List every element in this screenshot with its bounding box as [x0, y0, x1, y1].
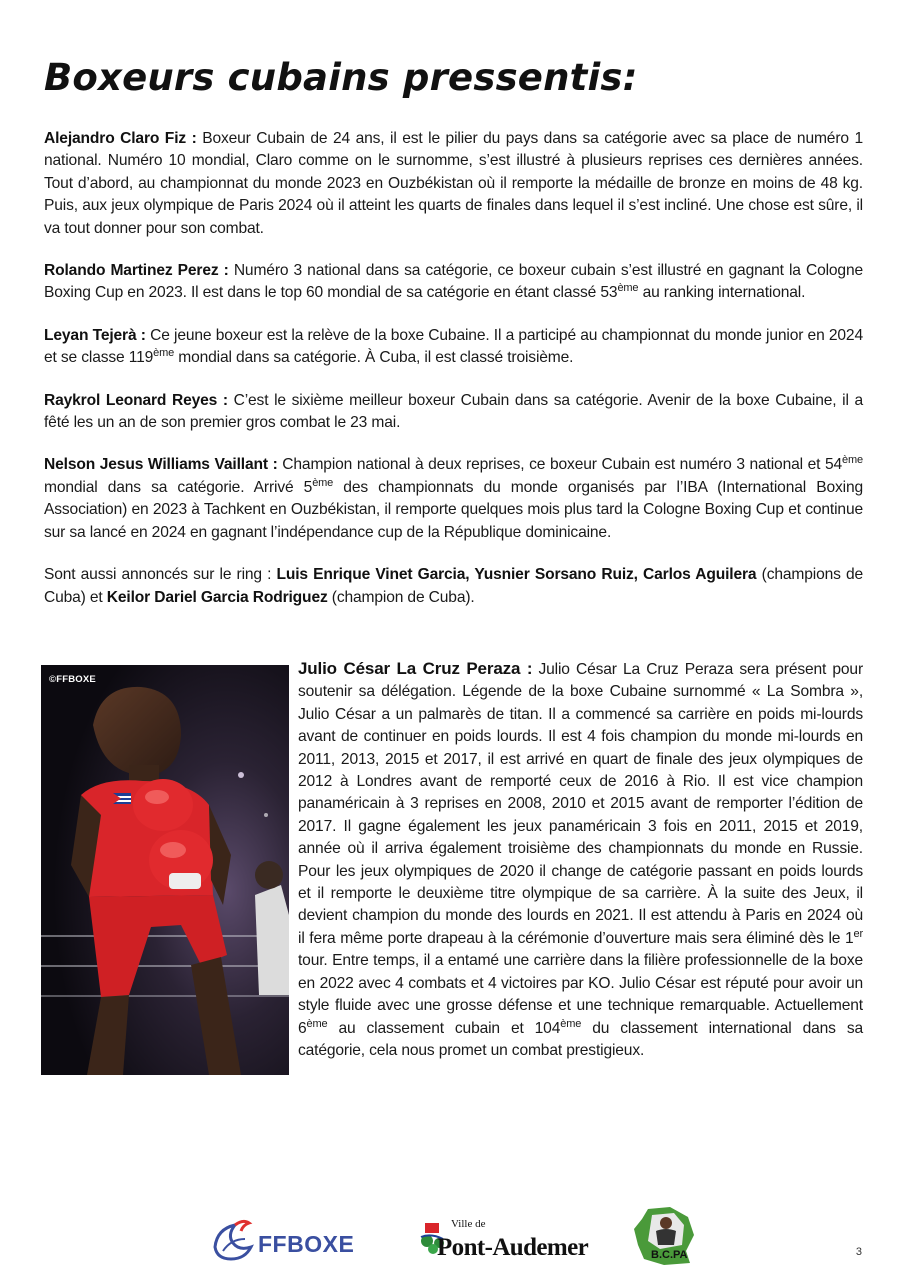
page-number: 3 [855, 1246, 862, 1258]
also-announced-mid: (champions de Cuba) et [44, 566, 863, 606]
ordinal-suffix: ème [617, 282, 639, 295]
boxer-name: Rolando Martinez Perez : [44, 262, 229, 280]
ordinal-suffix: ème [842, 454, 863, 467]
pont-audemer-ville-de: Ville de [451, 1218, 486, 1230]
boxer-photo [41, 665, 289, 1075]
boxer-description: C’est le sixième meilleur boxeur Cubain dans sa catégorie. Avenir de la boxe Cubaine, il a fêté les un an de son premier gros combat le 23 mai. [44, 391, 863, 432]
boxer-entry [44, 128, 863, 240]
photo-credit: ©FFBOXE [49, 674, 96, 685]
announced-names: Luis Enrique Vinet Garcia, Yusnier Sorsano Ruiz, Carlos Aguilera [276, 566, 757, 584]
boxer-description: Ce jeune boxeur est la relève de la boxe Cubaine. Il a participé au championnat du monde junior en 2024 et se classe 119 [44, 326, 863, 367]
also-announced-end: (champion de Cuba). [327, 588, 475, 606]
also-announced-intro: Sont aussi annoncés sur le ring : [44, 566, 277, 584]
ordinal-suffix: ème [312, 476, 334, 489]
julio-description: tour. Entre temps, il a entamé une carrière dans la filière professionnelle de la boxe en 2022 avec 4 combats et 4 victoires par KO. Julio César est réputé pour avoir un style fluide avec une grosse défense et une technique remarquable. Actuellement 6 [298, 952, 863, 1037]
boxer-name: Nelson Jesus Williams Vaillant : [44, 456, 278, 474]
bcpa-logo-text: B.C.PA [651, 1249, 688, 1261]
ffboxe-logo-text: FFBOXE [258, 1231, 355, 1257]
ordinal-suffix: ème [153, 347, 175, 360]
boxer-description: Boxeur Cubain de 24 ans, il est le pilier du pays dans sa catégorie avec sa place de numéro 1 national. Numéro 10 mondial, Claro comme on le surnomme, s’est illustré à plusieurs reprises ces dernières années. Tout d’abord, au championnat du monde 2023 en Ouzbékistan où il remporte la médaille de bronze en moins de 48 kg. Puis, aux jeux olympique de Paris 2024 où il atteint les quarts de finales dans lequel il s’est incliné. Une chose est sûre, il va tout donner pour son combat. [44, 130, 863, 237]
boxer-list [44, 128, 863, 629]
boxer-entry [44, 454, 863, 544]
boxer-name: Raykrol Leonard Reyes : [44, 391, 228, 409]
boxer-entry [44, 260, 863, 305]
announced-names: Keilor Dariel Garcia Rodriguez [106, 588, 328, 606]
boxer-description: des championnats du monde organisés par l’IBA (International Boxing Association) en 2023 à Tachkent en Ouzbékistan, il remporte quelques mois plus tard la Cologne Boxing Cup et continue sur sa lancé en 2024 en gagnant l’indépendance cup de la République dominicaine. [44, 478, 863, 541]
boxer-name: Leyan Tejerà : [44, 326, 146, 344]
footer-logos [205, 1205, 705, 1267]
pont-audemer-logo-text: Pont-Audemer [437, 1234, 589, 1261]
julio-description: au classement cubain et 104 [327, 1019, 561, 1037]
julio-description: Julio César La Cruz Peraza sera présent pour soutenir sa délégation. Légende de la boxe Cubaine surnommé « La Sombra », Julio César a un palmarès de titan. Il a commencé sa carrière en poids mi-lourds avant de continuer en poids lourds. Il est 4 fois champion du monde mi-lourds en 2011, 2013, 2015 et 2017, il est arrivé en quart de finale des jeux olympiques de 2012 à Londres avant de remporté ceux de 2016 à Rio. Il est vice champion panaméricain à 3 reprises en 2008, 2010 et 2015 avant de remporter l’édition de 2017. Il gagne également les jeux panaméricain 3 fois en 2011, 2015 et 2019, année où il arriva également troisième des championnats du monde en Russie. Pour les jeux olympiques de 2020 il change de catégorie passant en poids lourds et il remporte le deuxième titre olympique de sa carrière. À la suite des Jeux, il devient champion du monde des lourds en 2021. Il est attendu à Paris en 2024 où il fera même porte drapeau à la cérémonie d’ouverture mais sera éliminé dès le 1 [298, 661, 864, 947]
boxer-entry [44, 325, 863, 370]
boxer-name: Julio César La Cruz Peraza : [298, 659, 533, 678]
boxer-description: Numéro 3 national dans sa catégorie, ce boxeur cubain s’est illustré en gagnant la Cologne Boxing Cup en 2023. Il est dans le top 60 mondial de sa catégorie en étant classé 53 [44, 262, 863, 302]
page-title: Boxeurs cubains pressentis: [44, 56, 638, 99]
julio-paragraph [298, 658, 863, 1062]
boxer-description: au ranking international. [638, 284, 806, 302]
ordinal-suffix: ème [560, 1017, 582, 1030]
boxer-name: Alejandro Claro Fiz : [44, 130, 197, 147]
boxer-entry [44, 390, 863, 435]
boxer-description: mondial dans sa catégorie. À Cuba, il est classé troisième. [174, 349, 574, 367]
boxer-photo-image [41, 665, 289, 1075]
julio-description: du classement international dans sa catégorie, cela nous promet un combat prestigieux. [298, 1019, 863, 1059]
boxer-description: Champion national à deux reprises, ce boxeur Cubain est numéro 3 national et 54 [277, 456, 843, 474]
ordinal-suffix: er [853, 927, 863, 940]
ordinal-suffix: ème [306, 1017, 328, 1030]
boxer-description: mondial dans sa catégorie. Arrivé 5 [44, 478, 313, 496]
also-announced [44, 564, 863, 609]
